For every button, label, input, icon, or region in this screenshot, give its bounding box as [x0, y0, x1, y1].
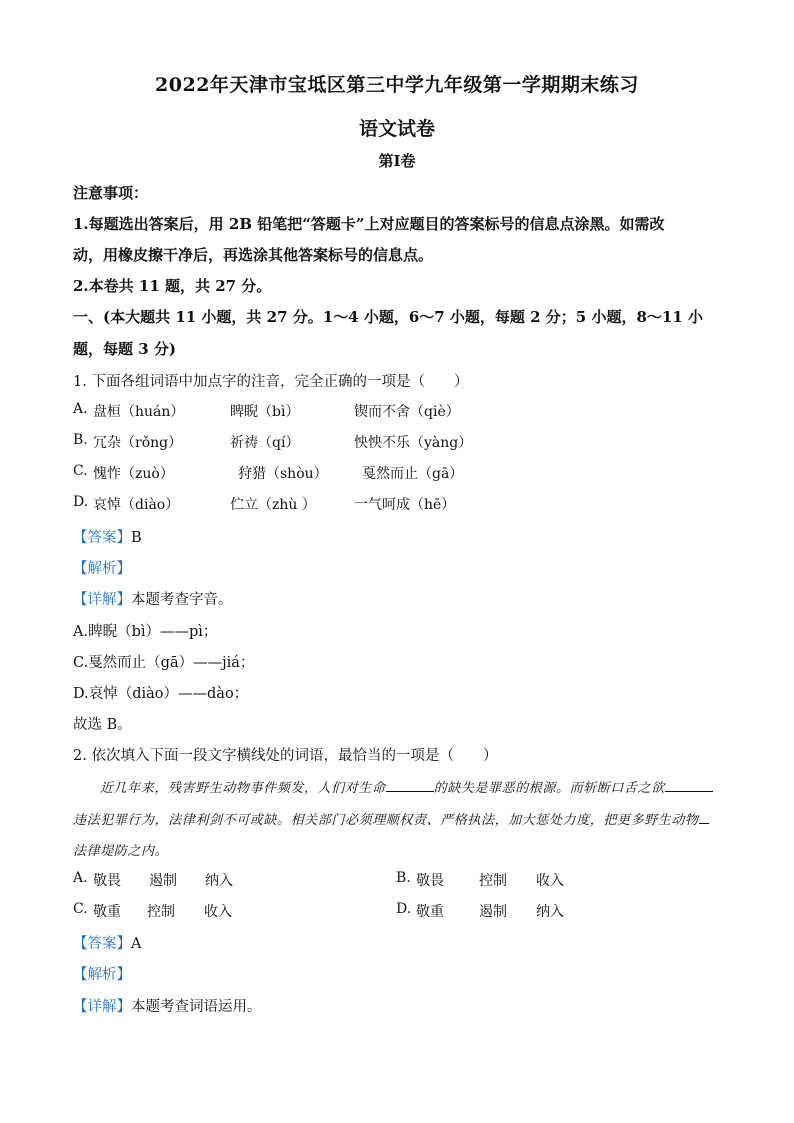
notice-heading: 注意事项：	[73, 184, 149, 202]
option-word-1: 敬畏	[416, 873, 444, 889]
option-word-2: 伫立（zhù ）	[230, 497, 316, 513]
option-letter: B.	[396, 870, 411, 886]
section-line1: 一、(本大题共 11 小题，共 27 分。1～4 小题，6～7 小题，每题 2 分；5 小题，8～11 小	[73, 308, 704, 326]
q2-passage-line2	[73, 809, 709, 828]
option-word-1: 哀悼（diào）	[93, 497, 180, 513]
detail-label: 【详解】	[73, 999, 131, 1015]
passage-text-1a: 近几年来，残害野生动物事件频发，人们对生命	[100, 781, 386, 796]
q1-correction-d: D.哀悼（diào）——dào；	[73, 686, 249, 702]
option-letter: C.	[73, 463, 88, 479]
option-word-2: 狩猎（shòu）	[238, 466, 328, 482]
option-letter: D.	[73, 494, 89, 510]
q1-answer	[73, 526, 142, 547]
answer-label: 【答案】	[73, 530, 131, 546]
option-word-1: 盘桓（huán）	[93, 404, 185, 420]
option-word-3: 纳入	[205, 873, 233, 889]
notice-item2: 2.本卷共 11 题，共 27 分。	[73, 277, 272, 295]
option-word-3: 锲而不舍（qiè）	[354, 404, 460, 420]
q2-detail	[73, 995, 262, 1016]
option-word-2: 睥睨（bì）	[230, 404, 300, 420]
option-word-1: 敬重	[93, 904, 121, 920]
exam-subtitle: 语文试卷	[358, 118, 435, 140]
analysis-label: 【解析】	[73, 967, 131, 983]
option-word-3: 怏怏不乐（yàng）	[354, 435, 473, 451]
exam-title: 2022年天津市宝坻区第三中学九年级第一学期期末练习	[155, 74, 639, 96]
option-letter: C.	[73, 901, 88, 917]
q2-stem: 2. 依次填入下面一段文字横线处的词语，最恰当的一项是（ ）	[73, 748, 498, 764]
option-word-2: 遏制	[479, 904, 507, 920]
option-letter: D.	[396, 901, 412, 917]
passage-blank-3	[699, 811, 709, 824]
q1-conclusion: 故选 B。	[73, 717, 132, 733]
option-word-3: 收入	[536, 873, 564, 889]
option-word-1: 冗杂（rǒng）	[93, 435, 183, 451]
option-letter: B.	[73, 432, 88, 448]
option-word-3: 收入	[204, 904, 232, 920]
passage-text-2: 违法犯罪行为，法律利剑不可或缺。相关部门必须理顺权责、严格执法，加大惩处力度，把更多野生动物	[73, 813, 699, 828]
option-word-3: 戛然而止（gā）	[362, 466, 464, 482]
detail-label: 【详解】	[73, 592, 131, 608]
q1-analysis	[73, 557, 131, 578]
detail-text: 本题考查词语运用。	[131, 999, 262, 1015]
notice-item1-line1: 1.每题选出答案后，用 2B 铅笔把“答题卡”上对应题目的答案标号的信息点涂黑。如需改	[73, 215, 665, 233]
option-letter: A.	[73, 401, 88, 417]
q1-detail	[73, 588, 233, 609]
q2-answer	[73, 932, 141, 953]
q1-correction-a: A.睥睨（bì）——pì；	[73, 624, 218, 640]
option-word-1: 愧怍（zuò）	[93, 466, 174, 482]
q2-analysis	[73, 963, 131, 984]
option-word-2: 控制	[147, 904, 175, 920]
q1-stem: 1. 下面各组词语中加点字的注音，完全正确的一项是（ ）	[73, 374, 469, 390]
analysis-label: 【解析】	[73, 561, 131, 577]
option-letter: A.	[73, 870, 88, 886]
detail-text: 本题考查字音。	[131, 592, 233, 608]
option-word-3: 纳入	[536, 904, 564, 920]
notice-item1-line2: 动，用橡皮擦干净后，再选涂其他答案标号的信息点。	[73, 246, 434, 264]
answer-label: 【答案】	[73, 936, 131, 952]
answer-value: B	[131, 530, 142, 546]
option-word-2: 遏制	[149, 873, 177, 889]
section-line2: 题，每题 3 分)	[73, 340, 176, 358]
option-word-3: 一气呵成（hē）	[354, 497, 456, 513]
volume-label: 第Ⅰ卷	[378, 152, 416, 170]
passage-blank-1	[386, 779, 434, 792]
q1-correction-c: C.戛然而止（gā）——jiá；	[73, 655, 255, 671]
passage-blank-2	[665, 779, 713, 792]
answer-value: A	[131, 936, 142, 952]
option-word-2: 祈祷（qí）	[230, 435, 300, 451]
q2-passage-line3: 法律堤防之内。	[73, 844, 169, 859]
passage-text-1b: 的缺失是罪恶的根源。而斩断口舌之欲	[433, 781, 665, 796]
option-word-2: 控制	[479, 873, 507, 889]
q2-passage-line1	[100, 777, 713, 796]
option-word-1: 敬畏	[93, 873, 121, 889]
option-word-1: 敬重	[416, 904, 444, 920]
